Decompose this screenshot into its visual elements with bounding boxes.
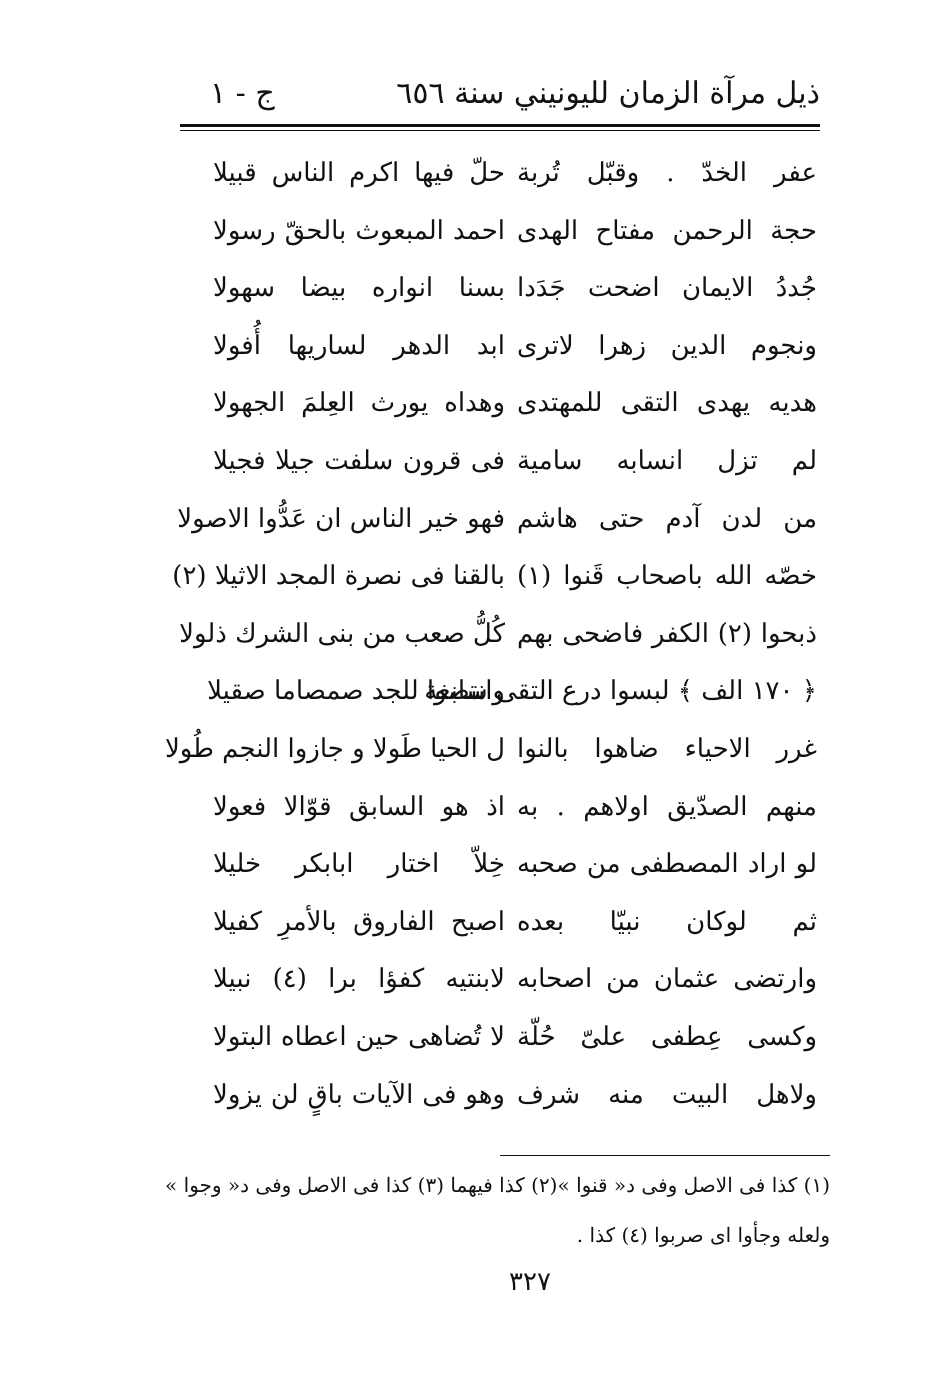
verse-first-hemistich: هديه يهدى التقى للمهتدى: [517, 388, 817, 419]
header-rule: [180, 124, 820, 127]
verse-first-hemistich: ولاهل البيت منه شرف: [517, 1079, 817, 1110]
poem: [164, 145, 825, 1124]
volume-number: ج - ١: [210, 76, 275, 111]
running-head: [200, 64, 820, 124]
verse-first-hemistich: ثم لوكان نبيّا بعده: [517, 906, 817, 937]
verse-line: [205, 1067, 825, 1125]
verse-first-hemistich: خصّه الله باصحاب قَنوا (١): [517, 561, 817, 592]
verse-second-hemistich: فى قرون سلفت جيلا فجيلا: [213, 445, 505, 476]
verse-first-hemistich: ﴿ ١٧٠ الف ﴾ لبسوا درع التقى سابغة: [424, 676, 817, 707]
verse-second-hemistich: خِلاّ اختار ابابكر خليلا: [213, 849, 505, 880]
verse-second-hemistich: بسنا انواره بيضا سهولا: [213, 273, 505, 304]
verse-first-hemistich: جُددُ الايمان اضحت جَدَدا: [517, 273, 817, 304]
verse-first-hemistich: ونجوم الدين زهرا لاترى: [517, 330, 817, 361]
verse-first-hemistich: حجة الرحمن مفتاح الهدى: [517, 215, 817, 246]
verse-line: [205, 663, 825, 721]
verse-line: [205, 894, 825, 952]
verse-first-hemistich: من لدن آدم حتى هاشم: [517, 503, 817, 534]
verse-second-hemistich: بالقنا فى نصرة المجد الاثيلا (٢): [172, 561, 505, 592]
verse-line: [205, 1009, 825, 1067]
verse-first-hemistich: منهم الصدّيق اولاهم . به: [517, 791, 817, 822]
verse-line: [205, 260, 825, 318]
verse-second-hemistich: اصبح الفاروق بالأمرِ كفيلا: [213, 906, 505, 937]
verse-line: [179, 606, 825, 664]
verse-second-hemistich: لابنتيه كفؤا برا (٤) نبيلا: [213, 964, 505, 995]
verse-line: [205, 375, 825, 433]
verse-second-hemistich: وانتضوا للجد صمصاما صقيلا: [207, 676, 505, 707]
verse-second-hemistich: حلّ فيها اكرم الناس قبيلا: [213, 158, 505, 188]
verse-first-hemistich: وكسى عِطفى علىّ حُلّة: [517, 1021, 817, 1052]
page-number: ٣٢٧: [509, 1267, 551, 1297]
verse-line: [205, 145, 825, 203]
verse-second-hemistich: كُلُّ صعب من بنى الشرك ذلولا: [179, 618, 505, 649]
verse-second-hemistich: اذ هو السابق قوّالا فعولا: [213, 791, 505, 822]
verse-first-hemistich: لو اراد المصطفى من صحبه: [517, 849, 817, 880]
footnote-separator: [500, 1155, 830, 1156]
running-head-title: ذيل مرآة الزمان لليونيني سنة ٦٥٦: [396, 76, 820, 111]
header-rule-thin: [180, 130, 820, 131]
verse-line: [177, 491, 825, 549]
footnote-line: ولعله وجأوا اى صربوا (٤) كذا .: [576, 1223, 830, 1247]
verse-second-hemistich: وهداه يورث العِلمَ الجهولا: [213, 388, 505, 419]
verse-line: [205, 779, 825, 837]
verse-line: [205, 318, 825, 376]
verse-second-hemistich: وهو فى الآيات باقٍ لن يزولا: [213, 1079, 505, 1110]
verse-line: [205, 203, 825, 261]
verse-first-hemistich: ذبحوا (٢) الكفر فاضحى بهم: [517, 618, 817, 649]
footnote-line: (١) كذا فى الاصل وفى د« قنوا »(٢) كذا فيهما (٣) كذا فى الاصل وفى د« وجوا »: [165, 1173, 830, 1197]
verse-second-hemistich: فهو خير الناس ان عَدُّوا الاصولا: [177, 503, 505, 534]
verse-first-hemistich: غرر الاحياء ضاهوا بالنوا: [517, 733, 817, 764]
verse-second-hemistich: ابد الدهر لساريها أُفولا: [213, 330, 505, 361]
verse-first-hemistich: عفر الخدّ . وقبّل تُربة: [517, 158, 817, 188]
footnotes: [165, 1160, 830, 1260]
verse-line: [164, 721, 825, 779]
verse-second-hemistich: لا تُضاهى حين اعطاه البتولا: [213, 1021, 505, 1052]
verse-line: [205, 836, 825, 894]
verse-second-hemistich: ل الحيا طَولا و جازوا النجم طُولا: [164, 733, 505, 764]
verse-line: [172, 548, 825, 606]
verse-first-hemistich: لم تزل انسابه سامية: [517, 445, 817, 476]
verse-second-hemistich: احمد المبعوث بالحقّ رسولا: [213, 215, 505, 246]
verse-line: [205, 433, 825, 491]
verse-line: [205, 951, 825, 1009]
verse-first-hemistich: وارتضى عثمان من اصحابه: [517, 964, 817, 995]
